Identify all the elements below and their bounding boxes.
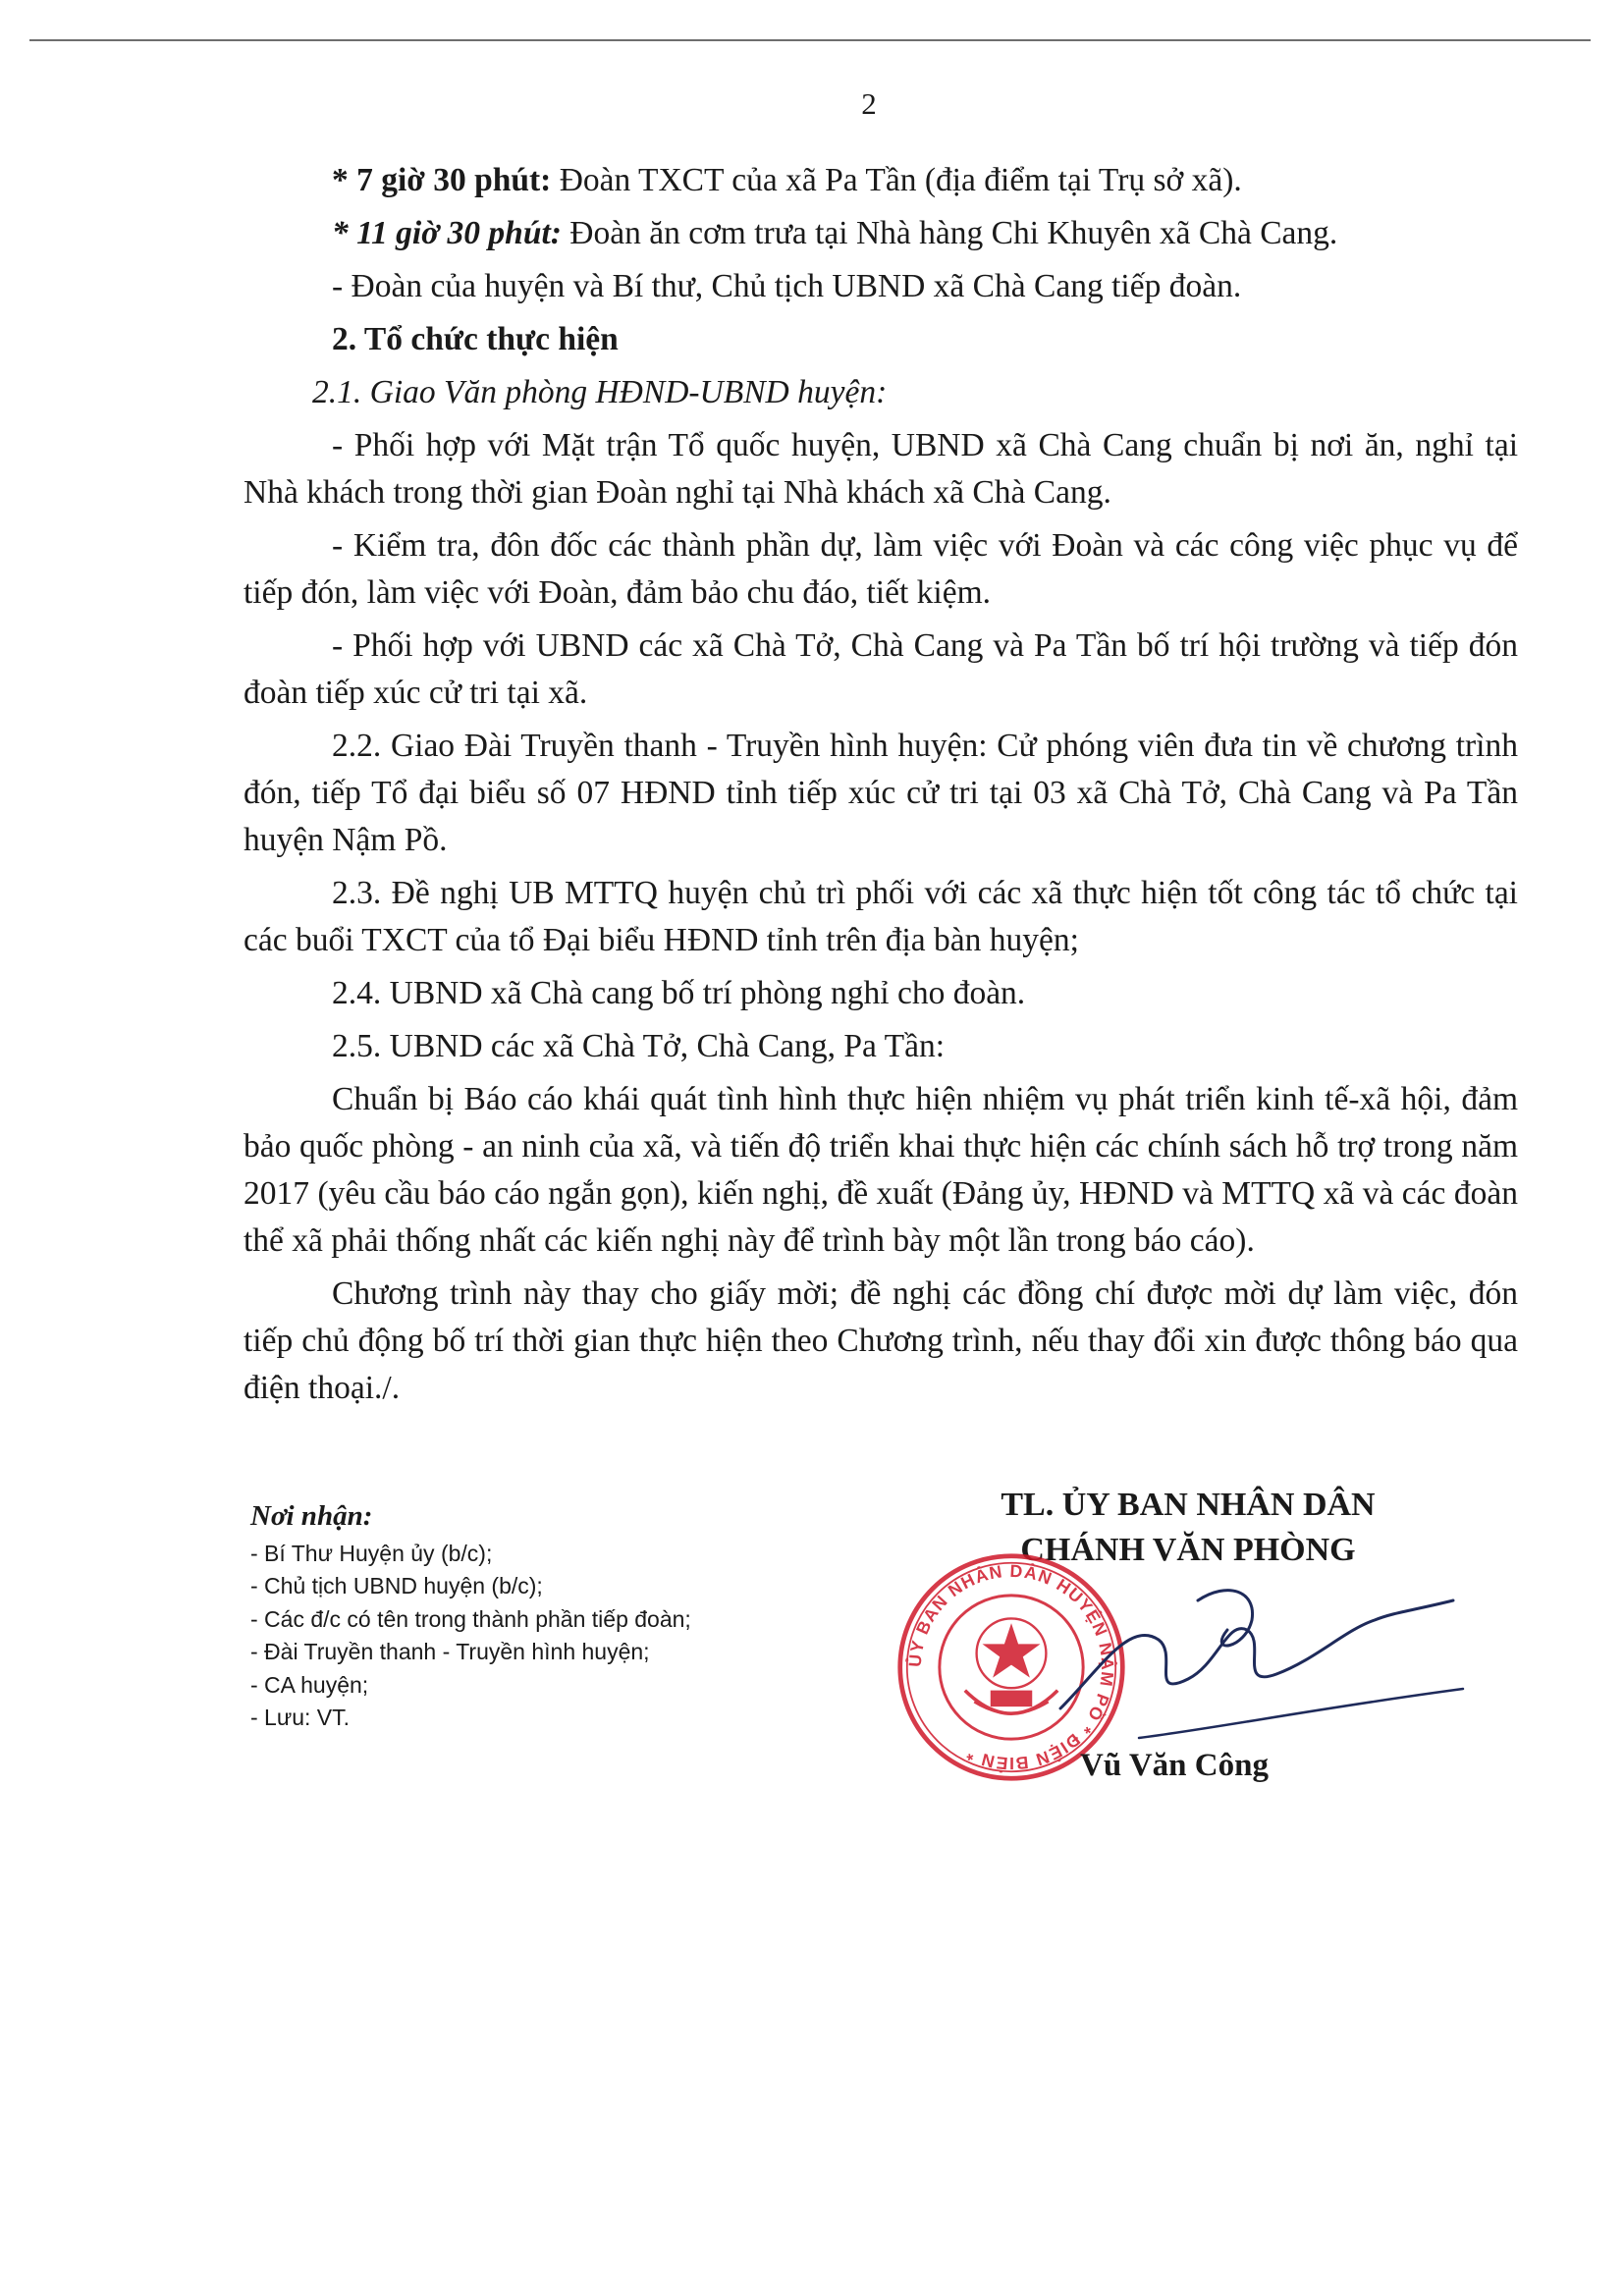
schedule-text: Đoàn TXCT của xã Pa Tần (địa điểm tại Trụ sở xã). <box>551 162 1242 198</box>
section-2-4: 2.4. UBND xã Chà cang bố trí phòng nghỉ cho đoàn. <box>332 975 1026 1011</box>
signature-title: CHÁNH VĂN PHÒNG <box>1020 1532 1356 1568</box>
top-scan-line <box>29 39 1591 41</box>
section-2-3: 2.3. Đề nghị UB MTTQ huyện chủ trì phối với các xã thực hiện tốt công tác tổ chức tại các buổi TXCT của tổ Đại biểu HĐND tỉnh trên địa bàn huyện; <box>244 875 1518 958</box>
signature-authority: TL. ỦY BAN NHÂN DÂN <box>1001 1487 1376 1523</box>
recipient-item: - Chủ tịch UBND huyện (b/c); <box>250 1573 543 1598</box>
recipient-item: - CA huyện; <box>250 1671 369 1698</box>
recipients-block <box>250 1500 879 1735</box>
report-requirements: Chuẩn bị Báo cáo khái quát tình hình thực hiện nhiệm vụ phát triển kinh tế-xã hội, đảm bảo quốc phòng - an ninh của xã, và tiến độ triển khai thực hiện các chính sách hỗ trợ trong năm 2017 (yêu cầu báo cáo ngắn gọn), kiến nghị, đề xuất (Đảng ủy, HĐND và MTTQ xã và các đoàn thể xã phải thống nhất các kiến nghị này để trình bày một lần trong báo cáo). <box>244 1081 1518 1259</box>
document-body <box>244 157 1518 1418</box>
section-2-5: 2.5. UBND các xã Chà Tở, Chà Cang, Pa Tần: <box>332 1028 946 1064</box>
recipient-item: - Các đ/c có tên trong thành phần tiếp đoàn; <box>250 1605 691 1632</box>
schedule-text: Đoàn ăn cơm trưa tại Nhà hàng Chi Khuyên xã Chà Cang. <box>561 215 1338 251</box>
section-2-1-item: - Phối hợp với UBND các xã Chà Tở, Chà Cang và Pa Tần bố trí hội trường và tiếp đón đoàn tiếp xúc cử tri tại xã. <box>244 627 1518 711</box>
recipient-item: - Bí Thư Huyện ủy (b/c); <box>250 1540 493 1566</box>
host-line: - Đoàn của huyện và Bí thư, Chủ tịch UBND xã Chà Cang tiếp đoàn. <box>332 268 1242 304</box>
section-2-1-item: - Phối hợp với Mặt trận Tổ quốc huyện, UBND xã Chà Cang chuẩn bị nơi ăn, nghỉ tại Nhà khách trong thời gian Đoàn nghỉ tại Nhà khách xã Chà Cang. <box>244 427 1518 511</box>
section-2-1-item: - Kiểm tra, đôn đốc các thành phần dự, làm việc với Đoàn và các công việc phục vụ để tiếp đón, làm việc với Đoàn, đảm bảo chu đáo, tiết kiệm. <box>244 527 1518 611</box>
schedule-item-1 <box>244 157 1518 204</box>
section-2-1-heading: 2.1. Giao Văn phòng HĐND-UBND huyện: <box>312 374 888 410</box>
schedule-item-2 <box>244 210 1518 257</box>
signer-name: Vũ Văn Công <box>1080 1748 1269 1783</box>
section-2-heading: 2. Tổ chức thực hiện <box>332 321 619 357</box>
schedule-time: * 11 giờ 30 phút: <box>332 215 562 251</box>
handwritten-signature-icon <box>1021 1561 1483 1758</box>
section-2-2: 2.2. Giao Đài Truyền thanh - Truyền hình huyện: Cử phóng viên đưa tin về chương trình đón, tiếp Tổ đại biểu số 07 HĐND tỉnh tiếp xúc cử tri tại 03 xã Chà Tở, Chà Cang và Pa Tần huyện Nậm Pồ. <box>244 728 1518 858</box>
recipients-title: Nơi nhận: <box>250 1500 373 1532</box>
schedule-time: * 7 giờ 30 phút: <box>332 162 552 198</box>
seal-text: ỦY BAN NHÂN DÂN HUYỆN NẬM PỒ * ĐIỆN BIÊN * <box>904 1560 1118 1774</box>
closing-paragraph: Chương trình này thay cho giấy mời; đề nghị các đồng chí được mời dự làm việc, đón tiếp chủ động bố trí thời gian thực hiện theo Chương trình, nếu thay đổi xin được thông báo qua điện thoại./. <box>244 1275 1518 1406</box>
recipient-item: - Đài Truyền thanh - Truyền hình huyện; <box>250 1639 650 1664</box>
recipient-item: - Lưu: VT. <box>250 1705 351 1730</box>
page-number: 2 <box>861 86 877 121</box>
